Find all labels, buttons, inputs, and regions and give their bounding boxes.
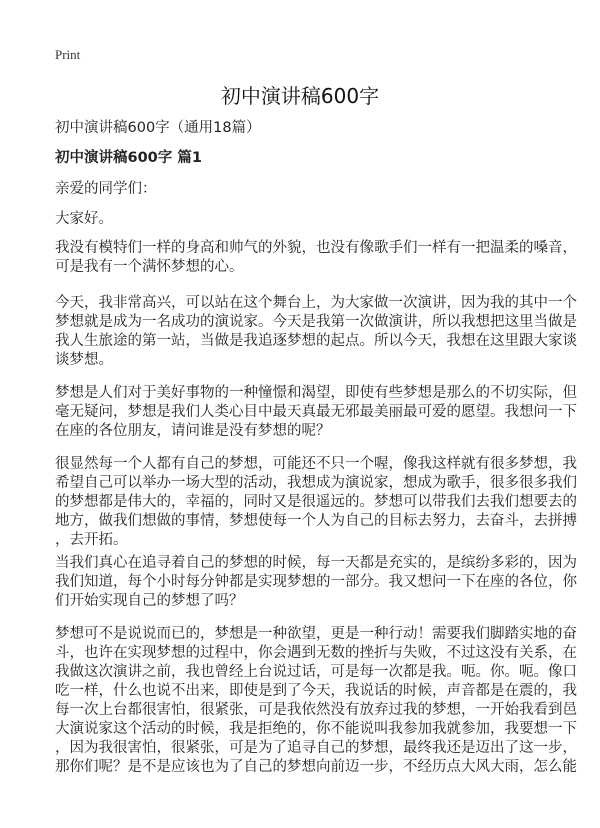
paragraph-line: 大演说家这个活动的时候，我是拒绝的，你不能说叫我参加我就参加，我要想一下 bbox=[55, 721, 577, 737]
paragraph-line: ，因为我很害怕，很紧张，可是为了追寻自己的梦想，最终我还是迈出了这一步， bbox=[55, 740, 577, 756]
paragraph-line: 梦想可不是说说而已的，梦想是一种欲望，更是一种行动！需要我们脚踏实地的奋 bbox=[55, 626, 577, 642]
paragraph-line: 我没有模特们一样的身高和帅气的外貌，也没有像歌手们一样有一把温柔的嗓音， bbox=[55, 240, 577, 256]
paragraph-line: 的梦想都是伟大的，幸福的，同时又是很遥远的。梦想可以带我们去我们想要去的 bbox=[55, 494, 577, 510]
paragraph-line: 谈梦想。 bbox=[55, 352, 113, 368]
greeting: 亲爱的同学们： bbox=[55, 181, 157, 197]
paragraph-line: 每一次上台都很害怕，很紧张，可是我依然没有放弃过我的梦想，一开始我看到邑 bbox=[55, 702, 577, 718]
paragraph-line: 希望自己可以举办一场大型的活动，我想成为演说家，想成为歌手，很多很多我们 bbox=[55, 475, 577, 491]
paragraph-line: 很显然每一个人都有自己的梦想，可能还不只一个喔，像我这样就有很多梦想，我 bbox=[55, 456, 577, 472]
paragraph-line: 们开始实现自己的梦想了吗？ bbox=[55, 593, 244, 609]
subtitle: 初中演讲稿600字（通用18篇） bbox=[55, 120, 261, 136]
paragraph-line: ，去开拓。 bbox=[55, 532, 128, 548]
paragraph bbox=[55, 384, 577, 441]
paragraph-line: 梦想是人们对于美好事物的一种憧憬和渴望，即使有些梦想是那么的不切实际，但 bbox=[55, 385, 577, 401]
paragraph-line: 可是我有一个满怀梦想的心。 bbox=[55, 259, 244, 275]
paragraph-line: 地方，做我们想做的事情，梦想使每一个人为自己的目标去努力，去奋斗，去拼搏 bbox=[55, 513, 577, 529]
section-heading: 初中演讲稿600字 篇1 bbox=[55, 150, 202, 166]
paragraph-line: 吃一样，什么也说不出来，即使是到了今天，我说话的时候，声音都是在震的，我 bbox=[55, 683, 577, 699]
print-link[interactable]: Print bbox=[55, 47, 81, 62]
paragraph bbox=[55, 239, 577, 277]
paragraph bbox=[55, 455, 577, 550]
paragraph bbox=[55, 554, 577, 611]
paragraph-line: 我们知道，每个小时每分钟都是实现梦想的一部分。我又想问一下在座的各位，你 bbox=[55, 574, 577, 590]
paragraph bbox=[55, 625, 577, 777]
paragraph-line: 今天，我非常高兴，可以站在这个舞台上，为大家做一次演讲，因为我的其中一个 bbox=[55, 295, 577, 311]
page-title: 初中演讲稿600字 bbox=[220, 84, 380, 108]
paragraph-line: 梦想就是成为一名成功的演说家。今天是我第一次做演讲，所以我想把这里当做是 bbox=[55, 314, 577, 330]
paragraph-line: 我人生旅途的第一站，当做是我追逐梦想的起点。所以今天，我想在这里跟大家谈 bbox=[55, 333, 577, 349]
paragraph-line: 那你们呢？是不是应该也为了自己的梦想向前迈一步，不经历点大风大雨，怎么能 bbox=[55, 759, 577, 775]
paragraph-line: 当我们真心在追寻着自己的梦想的时候，每一天都是充实的，是缤纷多彩的，因为 bbox=[55, 555, 577, 571]
paragraph-line: 我做这次演讲之前，我也曾经上台说过话，可是每一次都是我。呃。你。呃。像口 bbox=[55, 664, 577, 680]
paragraph-line: 在座的各位朋友，请问谁是没有梦想的呢？ bbox=[55, 423, 331, 439]
hello-text: 大家好。 bbox=[55, 211, 113, 227]
paragraph-line: 毫无疑问，梦想是我们人类心目中最天真最无邪最美丽最可爱的愿望。我想问一下 bbox=[55, 404, 577, 420]
paragraph bbox=[55, 294, 577, 370]
paragraph-line: 斗，也许在实现梦想的过程中，你会遇到无数的挫折与失败，不过这没有关系，在 bbox=[55, 645, 577, 661]
